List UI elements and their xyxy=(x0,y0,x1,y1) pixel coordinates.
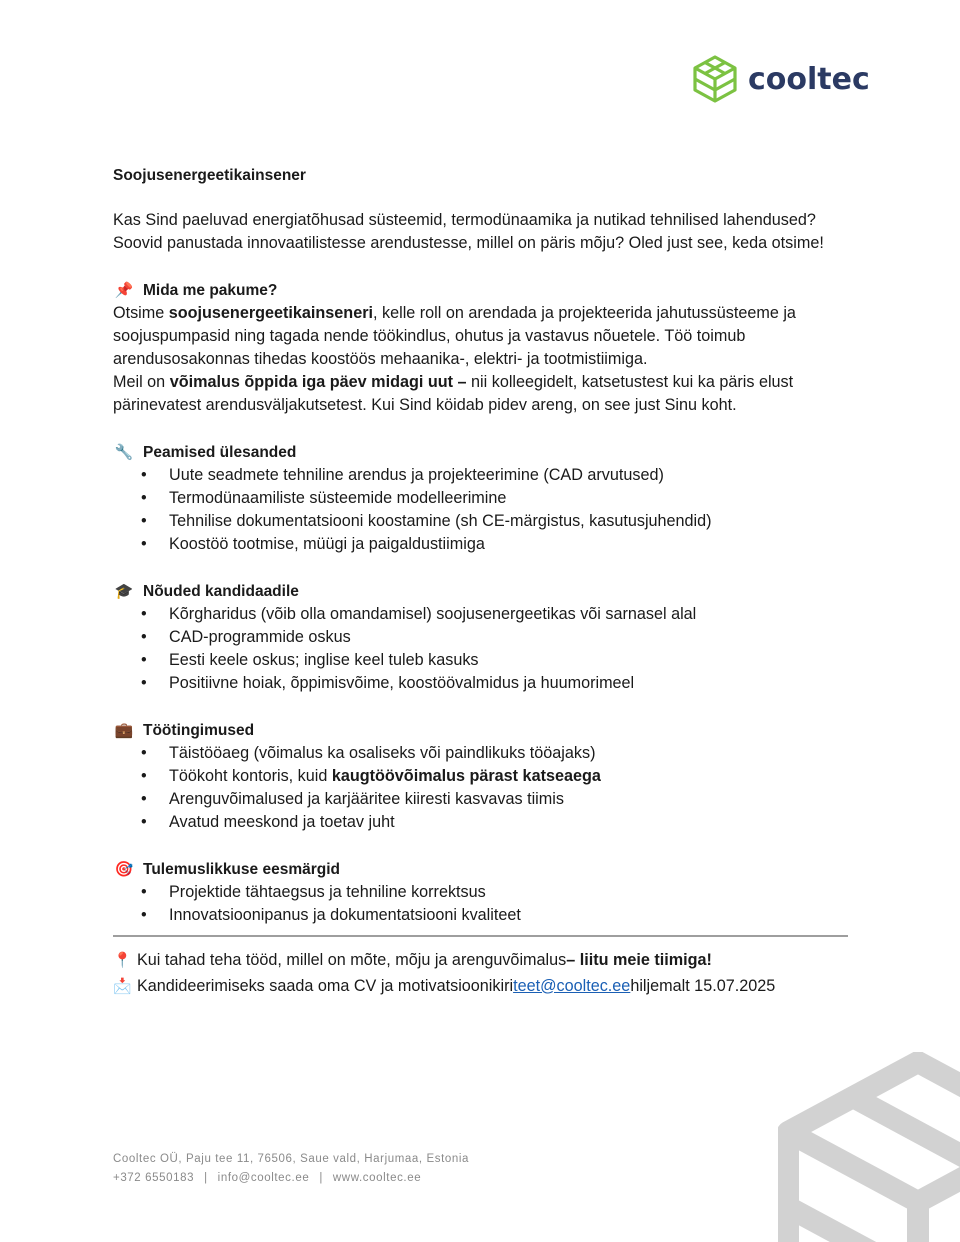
bold-text: soojusenergeetikainseneri xyxy=(168,304,373,322)
list-item: • Tehnilise dokumentatsiooni koostamine (sh CE-märgistus, kasutusjuhendid) xyxy=(113,510,853,533)
wrench-icon: 🔧 xyxy=(114,444,134,461)
bold-text: kaugtöövõimalus pärast katseaega xyxy=(331,767,601,785)
section-heading-conditions xyxy=(113,719,853,742)
text: nii kolleegidelt, katsetustest kui ka päris elust pärinevatest arendusväljakutsetest. Kui Sind köidab pidev areng, on see just Sinu koht. xyxy=(113,373,794,414)
section-heading-text: Nõuded kandidaadile xyxy=(143,583,299,600)
section-heading-goals xyxy=(113,858,853,881)
text: Töökoht kontoris, kuid xyxy=(169,767,332,785)
briefcase-icon: 💼 xyxy=(114,722,134,739)
watermark-logo-icon xyxy=(778,1052,960,1242)
text: Kandideerimiseks saada oma CV ja motivatsioonikiri xyxy=(137,976,514,995)
section-offer xyxy=(113,279,853,417)
goals-list xyxy=(113,881,853,927)
section-heading-text: Tulemuslikkuse eesmärgid xyxy=(143,861,340,878)
email-link[interactable]: teet@cooltec.ee xyxy=(513,976,631,995)
list-item: • Uute seadmete tehniline arendus ja projekteerimine (CAD arvutused) xyxy=(113,464,853,487)
graduation-cap-icon: 🎓 xyxy=(114,583,134,600)
section-heading-requirements xyxy=(113,580,853,603)
list-item: • Eesti keele oskus; inglise keel tuleb kasuks xyxy=(113,649,853,672)
text: Kui tahad teha tööd, millel on mõte, mõju ja arenguvõimalus xyxy=(137,950,567,969)
footer xyxy=(113,1150,469,1188)
divider xyxy=(113,935,848,937)
intro-paragraph: Kas Sind paeluvad energiatõhusad süsteemid, termodünaamika ja nutikad tehnilised lahendused? Soovid panustada innovaatilistesse arendustesse, millel on päris mõju? Oled just see, keda otsime! xyxy=(113,211,824,252)
job-title: Soojusenergeetikainsener xyxy=(113,167,306,184)
footer-contacts xyxy=(113,1169,469,1188)
section-heading-text: Mida me pakume? xyxy=(143,282,278,299)
list-item xyxy=(113,765,853,788)
text: hiljemalt 15.07.2025 xyxy=(630,976,776,995)
cta-line-2 xyxy=(113,973,853,999)
list-item: • Positiivne hoiak, õppimisvõime, koostöövalmidus ja huumorimeel xyxy=(113,672,853,695)
target-icon: 🎯 xyxy=(114,861,134,878)
text: Otsime xyxy=(113,304,169,322)
section-heading-text: Töötingimused xyxy=(143,722,255,739)
envelope-icon: 📩 xyxy=(113,977,132,995)
company-logo xyxy=(692,54,870,104)
footer-website: www.cooltec.ee xyxy=(332,1172,422,1184)
section-heading xyxy=(113,279,853,302)
bold-text: võimalus õppida iga päev midagi uut – xyxy=(169,373,467,391)
footer-address: Cooltec OÜ, Paju tee 11, 76506, Saue vald, Harjumaa, Estonia xyxy=(113,1153,470,1165)
list-item: • CAD-programmide oskus xyxy=(113,626,853,649)
cooltec-logo-icon xyxy=(692,54,738,104)
pushpin-icon: 📌 xyxy=(114,282,134,299)
text: Meil on xyxy=(113,373,170,391)
list-item: • Projektide tähtaegsus ja tehniline korrektsus xyxy=(113,881,853,904)
text: , kelle roll on arendada ja projekteerida jahutussüsteeme ja soojuspumpasid ning tagada nende töökindlus, ohutus ja vastavus nõuetele. Töö toimub arendusosakonnas tihedas koostöös mehaanika-, elektri- ja tootmistiimiga. xyxy=(113,304,796,368)
separator: | xyxy=(204,1172,208,1184)
section-heading-text: Peamised ülesanded xyxy=(143,444,297,461)
list-item: • Kõrgharidus (võib olla omandamisel) soojusenergeetikas või sarnasel alal xyxy=(113,603,853,626)
round-pushpin-icon: 📍 xyxy=(113,951,132,969)
logo-wordmark: cooltec xyxy=(748,61,870,97)
offer-paragraph-1 xyxy=(113,302,853,371)
list-item: • Täistööaeg (võimalus ka osaliseks või paindlikuks tööajaks) xyxy=(113,742,853,765)
requirements-list xyxy=(113,603,853,695)
separator: | xyxy=(319,1172,323,1184)
list-item: • Innovatsioonipanus ja dokumentatsiooni kvaliteet xyxy=(113,904,853,927)
tasks-list xyxy=(113,464,853,556)
footer-phone: +372 6550183 xyxy=(113,1172,195,1184)
conditions-list xyxy=(113,742,853,834)
list-item: • Koostöö tootmise, müügi ja paigaldustiimiga xyxy=(113,533,853,556)
job-posting xyxy=(113,164,853,999)
section-heading-tasks xyxy=(113,441,853,464)
list-item: • Avatud meeskond ja toetav juht xyxy=(113,811,853,834)
cta-line-1 xyxy=(113,947,853,973)
list-item: • Termodünaamiliste süsteemide modelleerimine xyxy=(113,487,853,510)
footer-email: info@cooltec.ee xyxy=(217,1172,310,1184)
offer-paragraph-2 xyxy=(113,371,853,417)
list-item: • Arenguvõimalused ja karjääritee kiiresti kasvavas tiimis xyxy=(113,788,853,811)
bold-text: – liitu meie tiimiga! xyxy=(566,950,712,969)
